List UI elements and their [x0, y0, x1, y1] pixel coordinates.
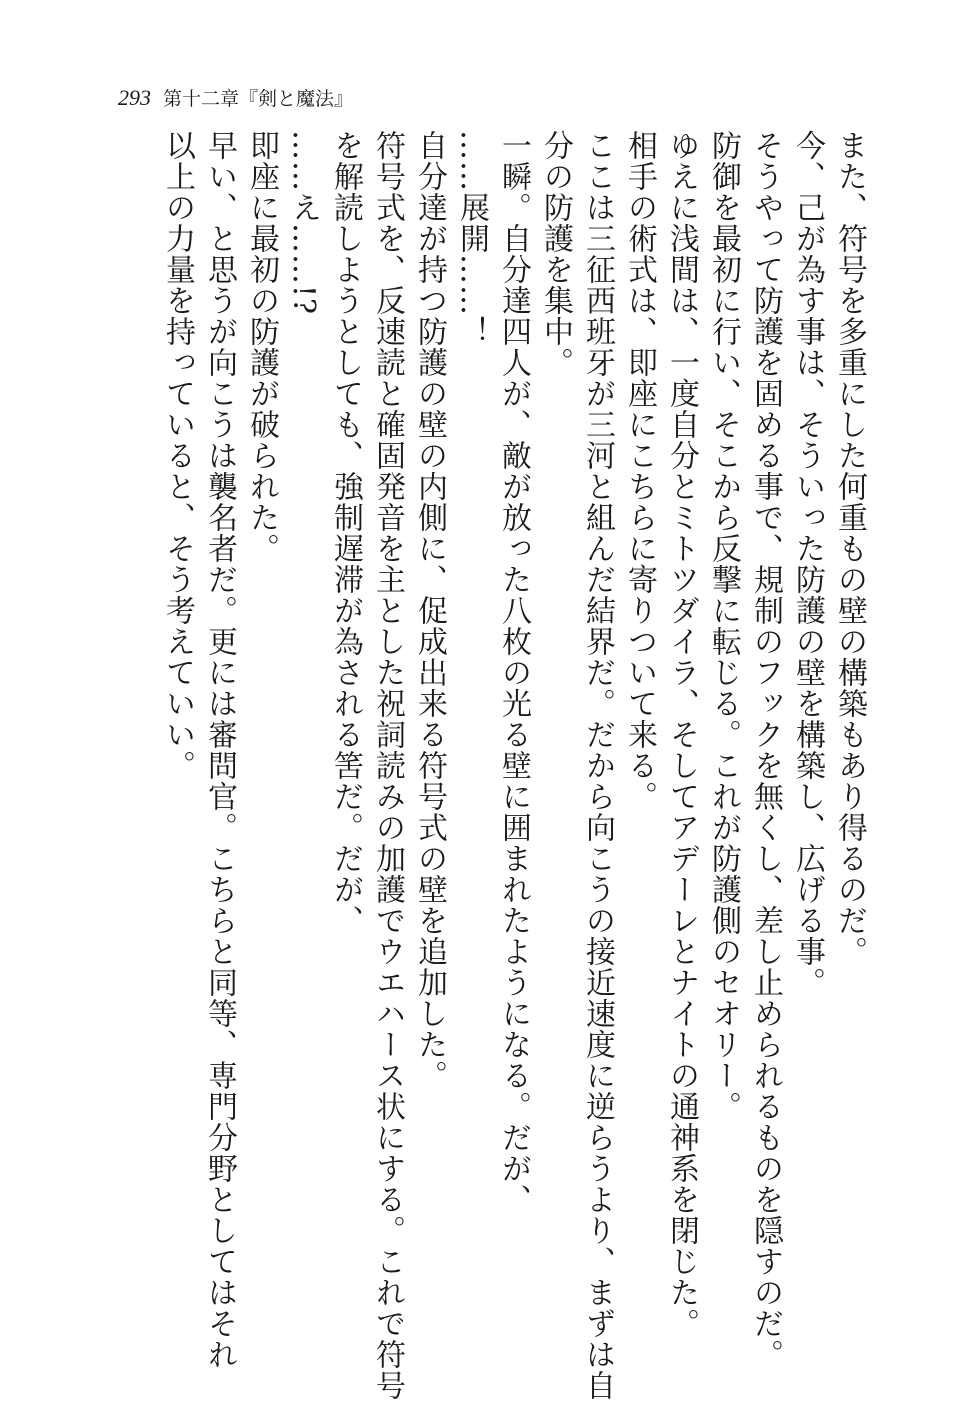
chapter-title: 第十二章『剣と魔法』 — [163, 88, 354, 110]
text-line: 早い、と思うが向こうは襲名者だ。更には審問官。こちらと同等、専門分野としてはそれ — [202, 130, 237, 1370]
text-line: を解読しようとしても、強制遅滞が為される筈だ。だが、 — [328, 130, 363, 936]
text-line: 防御を最初に行い、そこから反撃に転じる。これが防護側のセオリー。 — [706, 130, 741, 1122]
text-line: ……え……!? — [286, 130, 321, 316]
text-line: 即座に最初の防護が破られた。 — [244, 130, 279, 564]
text-line: また、符号を多重にした何重もの壁の構築もあり得るのだ。 — [832, 130, 867, 967]
text-line: ゆえに浅間は、一度自分とミトツダイラ、そしてアデーレとナイトの通神系を閉じた。 — [664, 130, 699, 1339]
vertical-body-text — [90, 130, 870, 1401]
text-line: 一瞬。自分達四人が、敵が放った八枚の光る壁に囲まれたようになる。だが、 — [496, 130, 531, 1215]
text-line: 分の防護を集中。 — [538, 130, 573, 378]
text-line: ……展開……！ — [454, 130, 489, 347]
page-number: 293 — [118, 85, 151, 110]
text-line: 今、己が為す事は、そういった防護の壁を構築し、広げる事。 — [790, 130, 825, 998]
text-line: 符号式を、反速読と確固発音を主とした祝詞読みの加護でウエハース状にする。これで符号 — [370, 130, 405, 1401]
text-line: そうやって防護を固める事で、規制のフックを無くし、差し止められるものを隠すのだ。 — [748, 130, 783, 1370]
text-line: 以上の力量を持っていると、そう考えていい。 — [160, 130, 195, 781]
running-header — [118, 84, 353, 111]
text-line: 自分達が持つ防護の壁の内側に、促成出来る符号式の壁を追加した。 — [412, 130, 447, 1091]
text-line: ここは三征西班牙が三河と組んだ結界だ。だから向こうの接近速度に逆らうより、まずは自 — [580, 130, 615, 1401]
text-line: 相手の術式は、即座にこちらに寄りついて来る。 — [622, 130, 657, 812]
